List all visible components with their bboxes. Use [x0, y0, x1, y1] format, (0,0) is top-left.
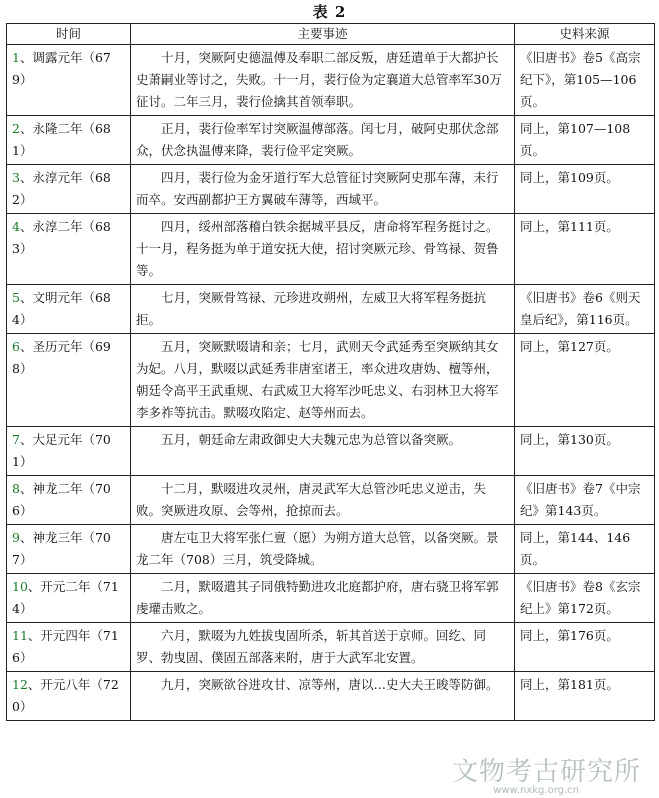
table-row: [7, 574, 655, 623]
cell-event: 二月，默啜遣其子同俄特勤进攻北庭都护府，唐右骁卫将军郭虔瓘击败之。: [131, 574, 515, 623]
row-time: 、开元八年（720）: [12, 677, 119, 714]
cell-time: [7, 525, 131, 574]
table-row: [7, 334, 655, 427]
watermark-url: www.nxkg.org.cn: [493, 785, 579, 796]
cell-source: 同上，第181页。: [515, 672, 655, 721]
table-row: [7, 672, 655, 721]
table-row: [7, 427, 655, 476]
cell-source: 《旧唐书》卷8《玄宗纪上》第172页。: [515, 574, 655, 623]
cell-source: 同上，第107—108页。: [515, 116, 655, 165]
row-number: 6: [12, 339, 20, 354]
row-time: 、调露元年（679）: [12, 50, 111, 87]
row-time: 、永隆二年（681）: [12, 121, 111, 158]
cell-time: [7, 285, 131, 334]
cell-time: [7, 214, 131, 285]
cell-event: 四月，裴行俭为金牙道行军大总管征讨突厥阿史那车薄，未行而卒。安西副都护王方翼破车薄等，西域平。: [131, 165, 515, 214]
cell-source: 《旧唐书》卷6《则天皇后纪》，第116页。: [515, 285, 655, 334]
table-row: [7, 525, 655, 574]
row-number: 3: [12, 170, 20, 185]
table-row: [7, 165, 655, 214]
row-time: 、开元二年（714）: [12, 579, 119, 616]
cell-source: 同上，第176页。: [515, 623, 655, 672]
cell-event: 十月，突厥阿史德温傅及奉职二部反叛，唐廷遣单于大都护长史萧嗣业等讨之，失败。十一月，裴行俭为定襄道大总管率军30万征讨。二年三月，裴行俭擒其首领奉职。: [131, 45, 515, 116]
header-time: 时间: [7, 24, 131, 45]
row-time: 、圣历元年（698）: [12, 339, 111, 376]
cell-time: [7, 116, 131, 165]
cell-event: 七月，突厥骨笃禄、元珍进攻朔州，左威卫大将军程务挺抗拒。: [131, 285, 515, 334]
row-time: 、永淳元年（682）: [12, 170, 111, 207]
header-events: 主要事迹: [131, 24, 515, 45]
row-number: 9: [12, 530, 20, 545]
row-number: 12: [12, 677, 28, 692]
row-time: 、大足元年（701）: [12, 432, 111, 469]
row-time: 、永淳二年（683）: [12, 219, 111, 256]
table-title: 表 2: [312, 3, 347, 21]
cell-source: 同上，第127页。: [515, 334, 655, 427]
cell-source: 《旧唐书》卷7《中宗纪》第143页。: [515, 476, 655, 525]
cell-source: 同上，第111页。: [515, 214, 655, 285]
row-number: 10: [12, 579, 28, 594]
row-number: 1: [12, 50, 20, 65]
table-row: [7, 45, 655, 116]
row-time: 、神龙三年（707）: [12, 530, 111, 567]
row-time: 、开元四年（716）: [12, 628, 119, 665]
row-number: 7: [12, 432, 20, 447]
cell-time: [7, 165, 131, 214]
row-number: 11: [12, 628, 28, 643]
row-time: 、神龙二年（706）: [12, 481, 111, 518]
cell-time: [7, 672, 131, 721]
cell-source: 同上，第109页。: [515, 165, 655, 214]
watermark-text: 文物考古研究所: [451, 757, 641, 787]
cell-event: 六月，默啜为九姓拔曳固所杀，斩其首送于京师。回纥、同罗、勃曳固、僕固五部落来附，唐于大武军北安置。: [131, 623, 515, 672]
table-row: [7, 285, 655, 334]
cell-time: [7, 476, 131, 525]
cell-source: 《旧唐书》卷5《高宗纪下》，第105—106页。: [515, 45, 655, 116]
cell-time: [7, 45, 131, 116]
cell-source: 同上，第144、146页。: [515, 525, 655, 574]
table-row: [7, 116, 655, 165]
cell-event: 十二月，默啜进攻灵州，唐灵武军大总管沙吒忠义逆击，失败。突厥进攻原、会等州，抢掠而去。: [131, 476, 515, 525]
cell-event: 唐左屯卫大将军张仁亶（愿）为朔方道大总管，以备突厥。景龙二年（708）三月，筑受降城。: [131, 525, 515, 574]
table-row: [7, 623, 655, 672]
header-source: 史料来源: [515, 24, 655, 45]
cell-time: [7, 427, 131, 476]
row-number: 4: [12, 219, 20, 234]
cell-event: 正月，裴行俭率军讨突厥温傅部落。闰七月，破阿史那伏念部众，伏念执温傅来降，裴行俭平定突厥。: [131, 116, 515, 165]
cell-time: [7, 623, 131, 672]
table-header-row: [7, 24, 655, 45]
cell-event: 四月，绥州部落稽白铁余据城平县反，唐命将军程务挺讨之。十一月，程务挺为单于道安抚大使，招讨突厥元珍、骨笃禄、贺鲁等。: [131, 214, 515, 285]
cell-time: [7, 334, 131, 427]
row-number: 8: [12, 481, 20, 496]
cell-event: 五月，突厥默啜请和亲；七月，武则天令武延秀至突厥纳其女为妃。八月，默啜以武延秀非唐室诸王，率众进攻唐妫、檀等州，朝廷令高平王武重规、右武威卫大将军沙吒忠义、右羽林卫大将军李多祚等抗击。默啜攻陷定、赵等州而去。: [131, 334, 515, 427]
table-row: [7, 476, 655, 525]
cell-source: 同上，第130页。: [515, 427, 655, 476]
events-table: [6, 23, 655, 721]
row-time: 、文明元年（684）: [12, 290, 111, 327]
cell-time: [7, 574, 131, 623]
table-row: [7, 214, 655, 285]
row-number: 2: [12, 121, 20, 136]
cell-event: 五月，朝廷命左肃政御史大夫魏元忠为总管以备突厥。: [131, 427, 515, 476]
cell-event: 九月，突厥欲谷进攻甘、凉等州，唐以…史大夫王晙等防御。: [131, 672, 515, 721]
row-number: 5: [12, 290, 20, 305]
